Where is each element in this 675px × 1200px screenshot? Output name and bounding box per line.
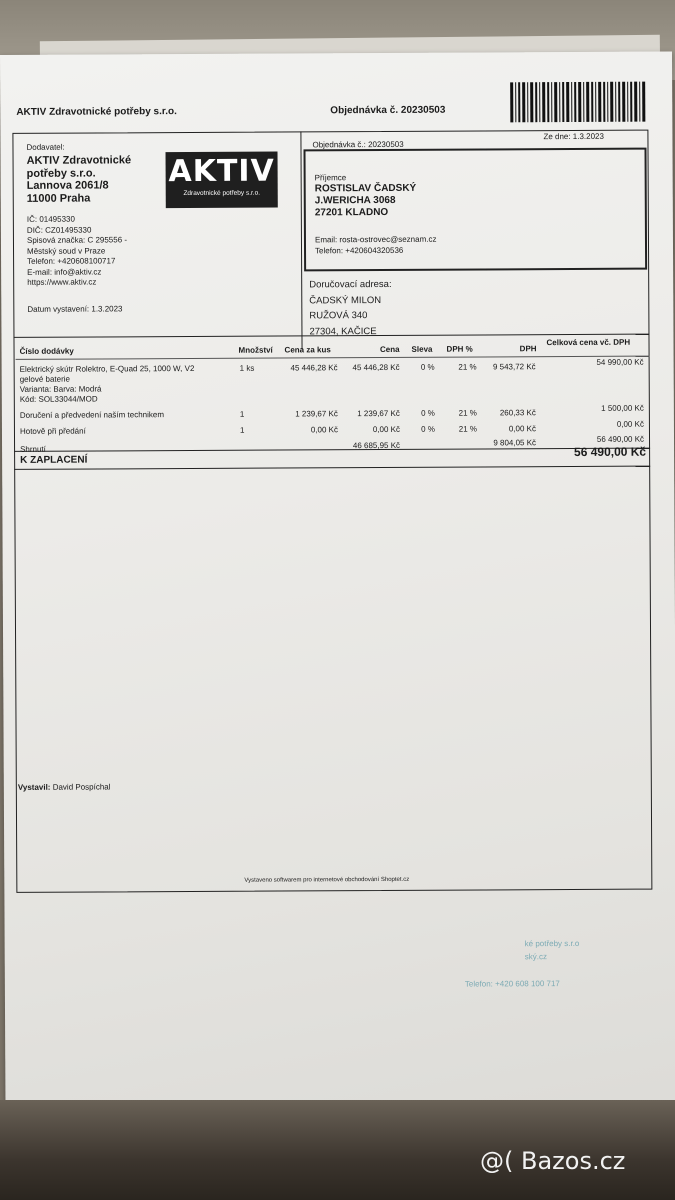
issued-by [18,782,111,793]
item-vat-rate: 21 % [458,408,477,418]
issued-by-label: Vystavil: [17,782,51,792]
table-row [20,364,195,405]
item-variant: Varianta: Barva: Modrá [19,384,102,394]
barcode-bar [595,82,596,122]
summary-vat: 9 804,05 Kč [493,438,537,448]
item-vat-rate: 21 % [458,362,477,372]
supplier-web: https://www.aktiv.cz [27,277,97,287]
supplier-name [27,154,132,205]
item-unit-price: 0,00 Kč [310,425,338,435]
issued-by-name: David Pospíchal [52,782,111,792]
delivery-street: RUŽOVÁ 340 [309,310,368,322]
delivery-address [309,277,392,339]
item-desc: Elektrický skútr Rolektro, E-Quad 25, 1000 W, V2 [19,363,195,374]
item-qty: 1 ks [239,363,255,373]
barcode-bar [527,82,528,122]
barcode-bar [518,82,520,122]
summary-label: Shrnutí [20,444,46,454]
header-company-name: AKTIV Zdravotnické potřeby s.r.o. [16,106,177,118]
barcode [510,82,645,123]
company-stamp [435,937,625,1018]
col-header-discount: Sleva [411,344,433,354]
col-header-vat: DPH [519,344,537,354]
barcode-bar [539,82,540,122]
summary-total: 56 490,00 Kč [596,434,645,444]
software-note: Vystaveno softwarem pro internetové obchodování Shoptet.cz [244,876,410,884]
recipient-contact [315,235,437,257]
item-desc: gelové baterie [19,374,70,384]
col-header-price: Cena [379,344,400,355]
item-vat: 260,33 Kč [499,408,536,418]
barcode-bar [566,82,570,122]
barcode-bar [598,82,601,122]
barcode-bar [554,82,557,122]
item-unit-price: 1 239,67 Kč [295,409,338,419]
barcode-bar [619,82,621,122]
barcode-bar [627,82,628,122]
barcode-bar [574,82,576,122]
item-total: 1 500,00 Kč [601,403,644,413]
col-header-qty: Množství [238,345,273,355]
item-discount: 0 % [420,362,435,372]
item-code: Kód: SOL33044/MOD [19,394,98,404]
barcode-bar [515,82,516,122]
barcode-bar [510,82,513,122]
item-price: 0,00 Kč [372,424,400,435]
amount-due-value: 56 490,00 Kč [573,444,647,459]
delivery-label: Doručovací adresa: [309,278,392,291]
supplier-street: Lannova 2061/8 [26,179,109,192]
col-header-vat-rate: DPH % [446,344,473,354]
supplier-label: Dodavatel: [26,142,65,152]
barcode-bar [630,82,632,122]
item-desc: Doručení a předvedení naším technikem [19,410,164,420]
amount-due-label: K ZAPLACENÍ [20,454,88,466]
barcode-bar [586,82,590,122]
item-vat: 0,00 Kč [508,424,536,434]
delivery-city: 27304, KAČICE [309,325,377,337]
barcode-bar [551,82,552,122]
col-header-item: Číslo dodávky [19,346,74,356]
header-order-title: Objednávka č. 20230503 [330,104,446,117]
table-row [20,410,164,420]
barcode-bar [535,82,537,122]
recipient-label: Příjemce [314,173,347,183]
barcode-bar [640,82,641,122]
item-price: 1 239,67 Kč [357,408,400,419]
barcode-bar [592,82,594,122]
logo-subtitle: Zdravotnické potřeby s.r.o. [183,189,261,198]
logo-word: AKTIV [168,153,275,190]
table-row [20,427,86,436]
barcode-bar [634,82,638,122]
supplier-details [27,214,127,288]
supplier-email: E-mail: info@aktiv.cz [27,266,102,277]
supplier-city: 11000 Praha [26,192,91,205]
stamp-line3: Telefon: +420 608 100 717 [464,979,560,989]
order-date: Ze dne: 1.3.2023 [543,131,604,142]
issue-date: Datum vystavení: 1.3.2023 [27,304,123,314]
delivery-name: ČADSKÝ MILON [309,294,382,306]
recipient-street: J.WERICHA 3068 [314,194,396,207]
recipient-email: Email: rosta-ostrovec@seznam.cz [314,234,437,245]
item-qty: 1 [239,425,245,435]
barcode-bar [603,82,605,122]
item-price: 45 446,28 Kč [352,362,400,373]
barcode-bar [542,82,546,122]
invoice-paper [0,51,675,1130]
recipient-city: 27201 KLADNO [314,206,389,219]
barcode-bar [610,82,614,122]
supplier-name-line2: potřeby s.r.o. [26,167,96,180]
item-vat: 9 543,72 Kč [492,362,536,372]
recipient-address [315,183,417,220]
item-total: 0,00 Kč [616,419,644,429]
barcode-bar [643,82,646,122]
item-discount: 0 % [421,408,435,418]
barcode-bar [616,82,617,122]
barcode-bar [562,82,564,122]
supplier-phone: Telefon: +420608100717 [27,256,116,266]
supplier-dic: DIČ: CZ01495330 [26,225,92,235]
barcode-bar [583,82,584,122]
barcode-bar [607,82,608,122]
col-header-unit-price: Cena za kus [284,345,331,355]
barcode-bar [578,82,581,122]
stamp-line1: ké potřeby s.r.o [524,938,580,949]
barcode-bar [571,82,572,122]
barcode-bar [530,82,533,122]
order-number: Objednávka č.: 20230503 [312,139,404,150]
bazos-watermark: @( Bazos.cz [480,1147,626,1175]
item-total: 54 990,00 Kč [596,357,644,367]
item-discount: 0 % [421,424,435,434]
col-header-total: Celková cena vč. DPH [546,337,631,348]
supplier-ico: IČ: 01495330 [26,214,75,224]
recipient-name: ROSTISLAV ČADSKÝ [314,182,417,195]
stamp-line2: ský.cz [524,952,547,962]
summary-price: 46 685,95 Kč [352,440,401,451]
recipient-phone: Telefon: +420604320536 [315,245,404,255]
item-desc: Hotově při předání [19,426,86,436]
aktiv-logo [166,152,278,209]
item-qty: 1 [239,409,245,419]
supplier-name-line1: AKTIV Zdravotnické [26,154,132,167]
supplier-court: Městský soud v Praze [27,245,106,256]
item-vat-rate: 21 % [458,424,477,434]
barcode-bar [522,82,526,122]
barcode-bar [622,82,625,122]
supplier-file-mark: Spisová značka: C 295556 - [26,235,128,245]
barcode-bar [559,82,560,122]
item-unit-price: 45 446,28 Kč [290,363,338,373]
barcode-bar [548,82,550,122]
